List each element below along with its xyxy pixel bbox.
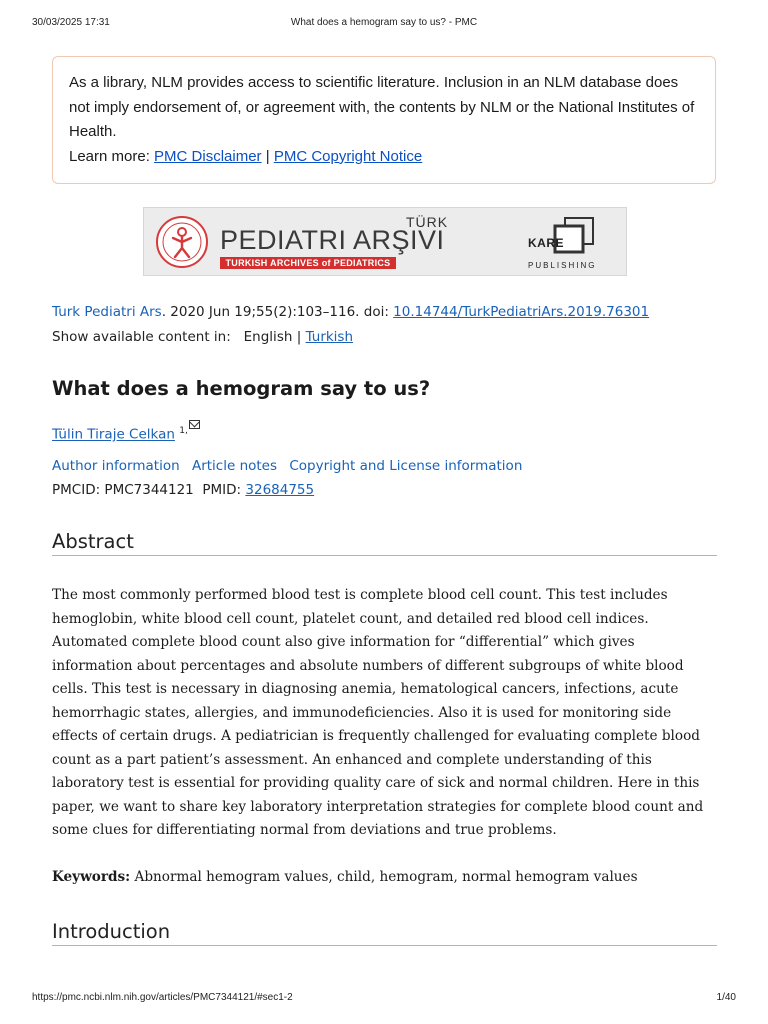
article-info-links bbox=[52, 458, 530, 474]
abstract-heading: Abstract bbox=[52, 530, 717, 556]
print-page-number: 1/40 bbox=[716, 992, 736, 1003]
mail-icon[interactable] bbox=[189, 420, 200, 429]
print-page-title: What does a hemogram say to us? - PMC bbox=[290, 17, 478, 28]
author-information-toggle[interactable]: Author information bbox=[52, 458, 180, 474]
pmcid: PMCID: PMC7344121 bbox=[52, 482, 194, 498]
keywords-line bbox=[52, 869, 718, 885]
journal-link[interactable]: Turk Pediatri Ars bbox=[52, 304, 162, 320]
keywords-values: Abnormal hemogram values, child, hemogram, normal hemogram values bbox=[134, 869, 638, 885]
journal-banner[interactable] bbox=[143, 207, 627, 276]
introduction-heading: Introduction bbox=[52, 920, 717, 946]
publisher-name: KARE bbox=[528, 236, 565, 250]
pmc-copyright-notice-link[interactable]: PMC Copyright Notice bbox=[273, 147, 423, 165]
author-line bbox=[52, 420, 200, 443]
banner-subtitle: TURKISH ARCHIVES of PEDIATRICS bbox=[220, 257, 396, 269]
print-footer bbox=[32, 992, 736, 1006]
author-affiliation: 1, bbox=[179, 426, 200, 436]
print-header bbox=[32, 17, 736, 31]
article-title: What does a hemogram say to us? bbox=[52, 377, 431, 400]
abstract-text: The most commonly performed blood test is complete blood cell count. This test includes hemoglobin, white blood cell count, platelet count, and detailed red blood cell indices. Automated complete blood count also give information for “differential” which gives information about percentages and absolute numbers of different subgroups of white blood cells. This test is necessary in diagnosing anemia, hematological cancers, infections, acute hemorrhagic states, allergies, and immunodeficiencies. Also it is used for monitoring side effects of certain drugs. A pediatrician is frequently challenged for evaluating complete blood count as a part patient’s assessment. An enhanced and complete understanding of this laboratory test is essential for providing quality care of sick and normal children. Here in this paper, we want to share key laboratory interpretation strategies for complete blood count and some clues for differentiating normal from deviations and true problems. bbox=[52, 587, 704, 838]
print-url: https://pmc.ncbi.nlm.nih.gov/articles/PMC7344121/#sec1-2 bbox=[32, 992, 293, 1003]
doi-link[interactable]: 10.14744/TurkPediatriArs.2019.76301 bbox=[393, 304, 650, 320]
article-ids bbox=[52, 482, 314, 498]
author-link[interactable]: Tülin Tiraje Celkan bbox=[52, 426, 175, 443]
copyright-license-toggle[interactable]: Copyright and License information bbox=[289, 458, 523, 474]
disclaimer-text: As a library, NLM provides access to scientific literature. Inclusion in an NLM database does not imply endorsement of, or agreement with, the contents by NLM or the National Institutes of Health. bbox=[69, 74, 695, 140]
publisher-sub: PUBLISHING bbox=[528, 261, 597, 270]
banner-turk-word: TÜRK bbox=[406, 214, 449, 230]
journal-seal-logo bbox=[156, 216, 208, 268]
pmid-link[interactable]: 32684755 bbox=[245, 482, 315, 498]
pmid-label: PMID: bbox=[202, 482, 242, 498]
banner-journal-name: PEDIATRI ARŞIVI bbox=[220, 225, 445, 255]
learn-more-label: Learn more: bbox=[69, 147, 150, 165]
citation-line bbox=[52, 304, 649, 320]
keywords-label: Keywords: bbox=[52, 869, 131, 885]
language-separator: | bbox=[296, 329, 302, 345]
link-separator: | bbox=[265, 147, 270, 165]
language-label: Show available content in: bbox=[52, 329, 231, 345]
language-turkish-link[interactable]: Turkish bbox=[305, 329, 354, 345]
language-current: English bbox=[243, 329, 293, 345]
article-notes-toggle[interactable]: Article notes bbox=[191, 458, 278, 474]
nlm-disclaimer-box bbox=[52, 56, 716, 184]
pmc-disclaimer-link[interactable]: PMC Disclaimer bbox=[154, 147, 262, 165]
citation-details: . 2020 Jun 19;55(2):103–116. doi: bbox=[161, 304, 394, 320]
print-datetime: 30/03/2025 17:31 bbox=[32, 17, 110, 28]
language-selector bbox=[52, 329, 353, 345]
